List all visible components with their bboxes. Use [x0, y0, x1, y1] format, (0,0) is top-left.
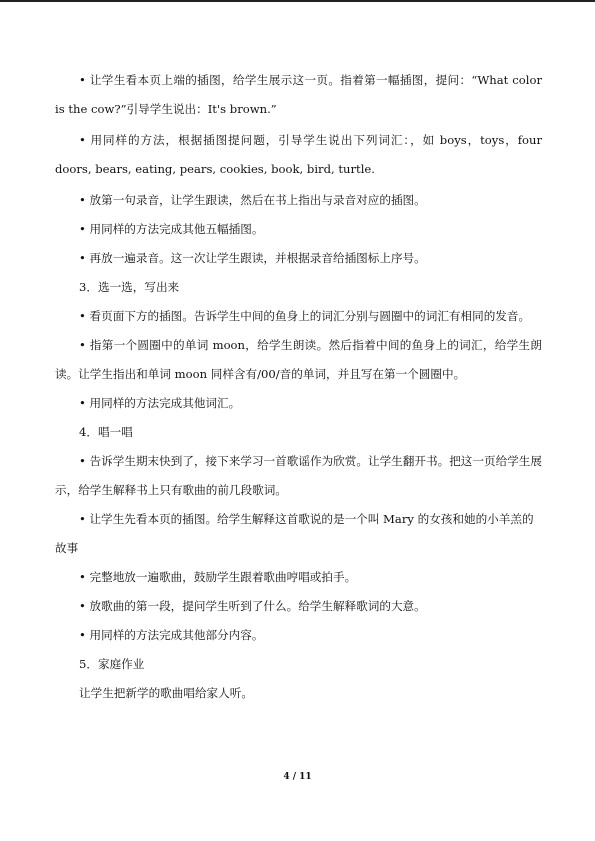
paragraph-bullet: • 告诉学生期末快到了，接下来学习一首歌谣作为欣赏。让学生翻开书。把这一页给学生展示，给学生解释书上只有歌曲的前几段歌词。 — [55, 454, 542, 497]
page-number: 4 / 11 — [283, 772, 312, 782]
paragraph-bullet: • 用同样的方法，根据插图提问题，引导学生说出下列词汇：，如 boys，toys，four doors, bears, eating, pears, cookies, book, bird, turtle. — [55, 133, 542, 176]
section-heading: 4．唱一唱 — [79, 425, 133, 439]
paragraph-bullet: • 看页面下方的插图。告诉学生中间的鱼身上的词汇分别与圆圈中的词汇有相同的发音。 — [79, 309, 531, 323]
paragraph-bullet: • 让学生先看本页的插图。给学生解释这首歌说的是一个叫 Mary 的女孩和她的小羊羔的故事 — [55, 512, 534, 555]
paragraph-bullet: • 指第一个圆圈中的单词 moon，给学生朗读。然后指着中间的鱼身上的词汇，给学生朗读。让学生指出和单词 moon 同样含有/00/音的单词，并且写在第一个圆圈中。 — [55, 338, 542, 381]
paragraph: 让学生把新学的歌曲唱给家人听。 — [79, 686, 253, 700]
document-body — [55, 66, 542, 708]
paragraph-bullet: • 完整地放一遍歌曲，鼓励学生跟着歌曲哼唱或拍手。 — [79, 570, 357, 584]
section-heading: 5．家庭作业 — [79, 657, 145, 671]
paragraph-bullet: • 让学生看本页上端的插图，给学生展示这一页。指着第一幅插图，提问：“What color is the cow?”引导学生说出：It's brown.” — [55, 73, 542, 116]
top-rule — [0, 0, 595, 2]
paragraph-bullet: • 再放一遍录音。这一次让学生跟读，并根据录音给插图标上序号。 — [79, 251, 426, 265]
section-heading: 3．选一选，写出来 — [79, 280, 180, 294]
paragraph-bullet: • 用同样的方法完成其他五幅插图。 — [79, 222, 264, 236]
paragraph-bullet: • 放第一句录音，让学生跟读，然后在书上指出与录音对应的插图。 — [79, 193, 426, 207]
paragraph-bullet: • 用同样的方法完成其他词汇。 — [79, 396, 241, 410]
paragraph-bullet: • 放歌曲的第一段，提问学生听到了什么。给学生解释歌词的大意。 — [79, 599, 426, 613]
paragraph-bullet: • 用同样的方法完成其他部分内容。 — [79, 628, 264, 642]
